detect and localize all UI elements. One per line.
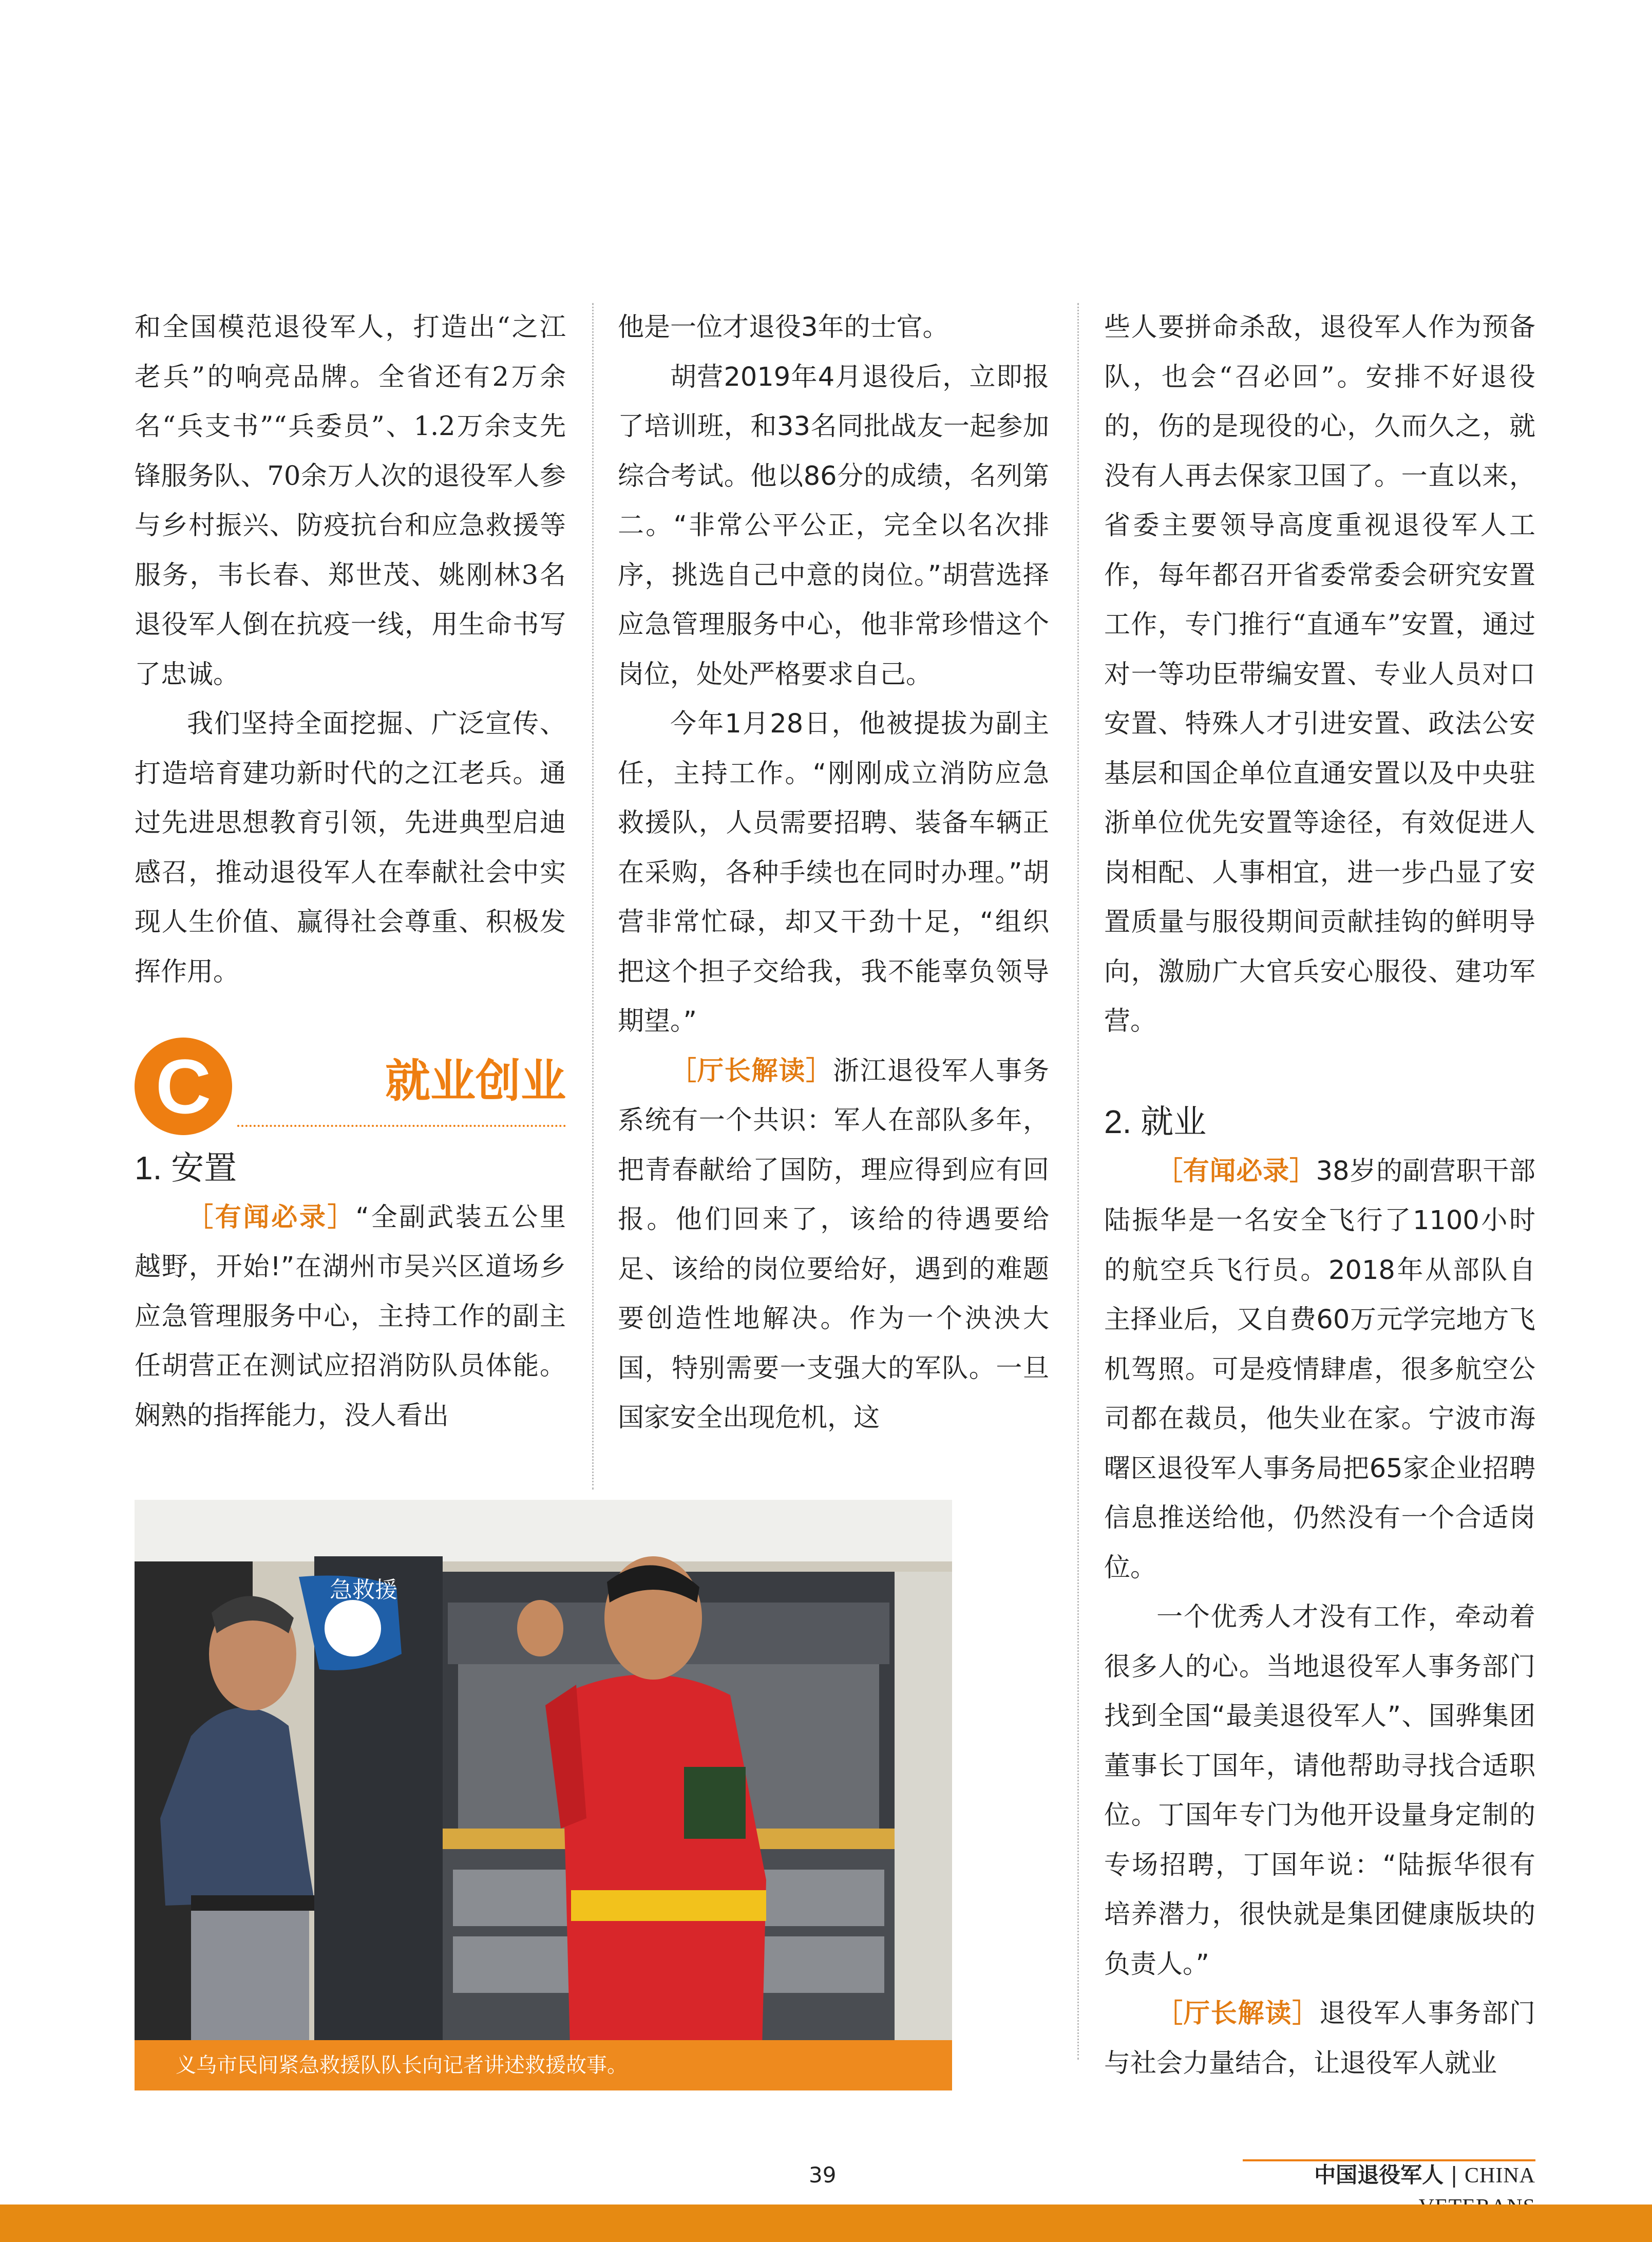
photo-illustration bbox=[135, 1500, 952, 2090]
paragraph-text: 退役军人事务部门与社会力量结合，让退役军人就业 bbox=[1104, 1999, 1535, 2079]
rescue-badge-text: 急救援 bbox=[330, 1577, 397, 1603]
column-divider bbox=[592, 303, 594, 1490]
paragraph bbox=[1104, 1147, 1535, 1593]
caption-bar bbox=[135, 2040, 952, 2090]
paragraph: 一个优秀人才没有工作，牵动着很多人的心。当地退役军人事务部门找到全国“最美退役军人”、国骅集团董事长丁国年，请他帮助寻找合适职位。丁国年专门为他开设量身定制的专场招聘，丁国年说：“陆振华很有培养潜力，很快就是集团健康版块的负责人。” bbox=[1104, 1602, 1535, 1980]
photo-caption: 义乌市民间紧急救援队队长向记者讲述救援故事。 bbox=[176, 2053, 628, 2077]
paragraph bbox=[1104, 1989, 1535, 2088]
paragraph: 今年1月28日，他被提拔为副主任，主持工作。“刚刚成立消防应急救援队，人员需要招聘、装备车辆正在采购，各种手续也在同时办理。”胡营非常忙碌，却又干劲十足，“组织把这个担子交给我，我不能辜负领导期望。” bbox=[618, 709, 1049, 1037]
article-photo bbox=[135, 1500, 952, 2090]
column-1-lower bbox=[135, 1143, 566, 1441]
news-tag: ［有闻必录］ bbox=[1156, 1156, 1316, 1186]
brand-separator: | bbox=[1450, 2162, 1458, 2188]
subheading-employment: 2. 就业 bbox=[1104, 1103, 1207, 1140]
column-3 bbox=[1104, 303, 1535, 1047]
section-title: 就业创业 bbox=[385, 1054, 566, 1107]
subheading-placement: 1. 安置 bbox=[135, 1150, 237, 1186]
paragraph: 些人要拼命杀敌，退役军人作为预备队，也会“召必回”。安排不好退役的，伤的是现役的心，久而久之，就没有人再去保家卫国了。一直以来，省委主要领导高度重视退役军人工作，每年都召开省委常委会研究安置工作，专门推行“直通车”安置，通过对一等功臣带编安置、专业人员对口安置、特殊人才引进安置、政法公安基层和国企单位直通安置以及中央驻浙单位优先安置等途径，有效促进人岗相配、人事相宜，进一步凸显了安置质量与服役期间贡献挂钩的鲜明导向，激励广大官兵安心服役、建功军营。 bbox=[1104, 312, 1535, 1037]
director-tag: ［厅长解读］ bbox=[670, 1056, 833, 1086]
bottom-color-bar bbox=[0, 2205, 1652, 2242]
paragraph: 和全国模范退役军人，打造出“之江老兵”的响亮品牌。全省还有2万余名“兵支书”“兵委员”、1.2万余支先锋服务队、70余万人次的退役军人参与乡村振兴、防疫抗台和应急救援等服务，韦长春、郑世茂、姚刚林3名退役军人倒在抗疫一线，用生命书写了忠诚。 bbox=[135, 312, 566, 690]
column-1 bbox=[135, 303, 566, 997]
column-2 bbox=[618, 303, 1049, 1443]
paragraph-text: 38岁的副营职干部陆振华是一名安全飞行了1100小时的航空兵飞行员。2018年从部队自主择业后，又自费60万元学完地方飞机驾照。可是疫情肆虐，很多航空公司都在裁员，他失业在家。宁波市海曙区退役军人事务局把65家企业招聘信息推送给他，仍然没有一个合适岗位。 bbox=[1104, 1156, 1535, 1583]
brand-english: CHINA bbox=[1465, 2164, 1535, 2188]
section-header bbox=[135, 1032, 566, 1135]
director-tag: ［厅长解读］ bbox=[1156, 1999, 1320, 2029]
section-letter-badge: C bbox=[135, 1038, 232, 1135]
paragraph: 胡营2019年4月退役后，立即报了培训班，和33名同批战友一起参加综合考试。他以86分的成绩，名列第二。“非常公平公正，完全以名次排序，挑选自己中意的岗位。”胡营选择应急管理服务中心，他非常珍惜这个岗位，处处严格要求自己。 bbox=[618, 362, 1049, 690]
paragraph-text: 浙江退役军人事务系统有一个共识：军人在部队多年，把青春献给了国防，理应得到应有回报。他们回来了，该给的待遇要给足、该给的岗位要给好，遇到的难题要创造性地解决。作为一个泱泱大国，特别需要一支强大的军队。一旦国家安全出现危机，这 bbox=[618, 1056, 1049, 1433]
paragraph: 我们坚持全面挖掘、广泛宣传、打造培育建功新时代的之江老兵。通过先进思想教育引领，先进典型启迪感召，推动退役军人在奉献社会中实现人生价值、赢得社会尊重、积极发挥作用。 bbox=[135, 709, 566, 987]
section-underline bbox=[237, 1125, 566, 1127]
paragraph: 他是一位才退役3年的士官。 bbox=[618, 312, 949, 343]
paragraph bbox=[135, 1193, 566, 1441]
paragraph-text: “全副武装五公里越野，开始!”在湖州市吴兴区道场乡应急管理服务中心，主持工作的副主任胡营正在测试应招消防队员体能。娴熟的指挥能力，没人看出 bbox=[135, 1202, 566, 1431]
page-number: 39 bbox=[809, 2162, 837, 2188]
paragraph bbox=[618, 1047, 1049, 1443]
brand-chinese: 中国退役军人 bbox=[1314, 2162, 1444, 2188]
news-tag: ［有闻必录］ bbox=[187, 1202, 356, 1233]
column-divider bbox=[1077, 303, 1079, 2060]
column-3-lower bbox=[1104, 1097, 1535, 2088]
